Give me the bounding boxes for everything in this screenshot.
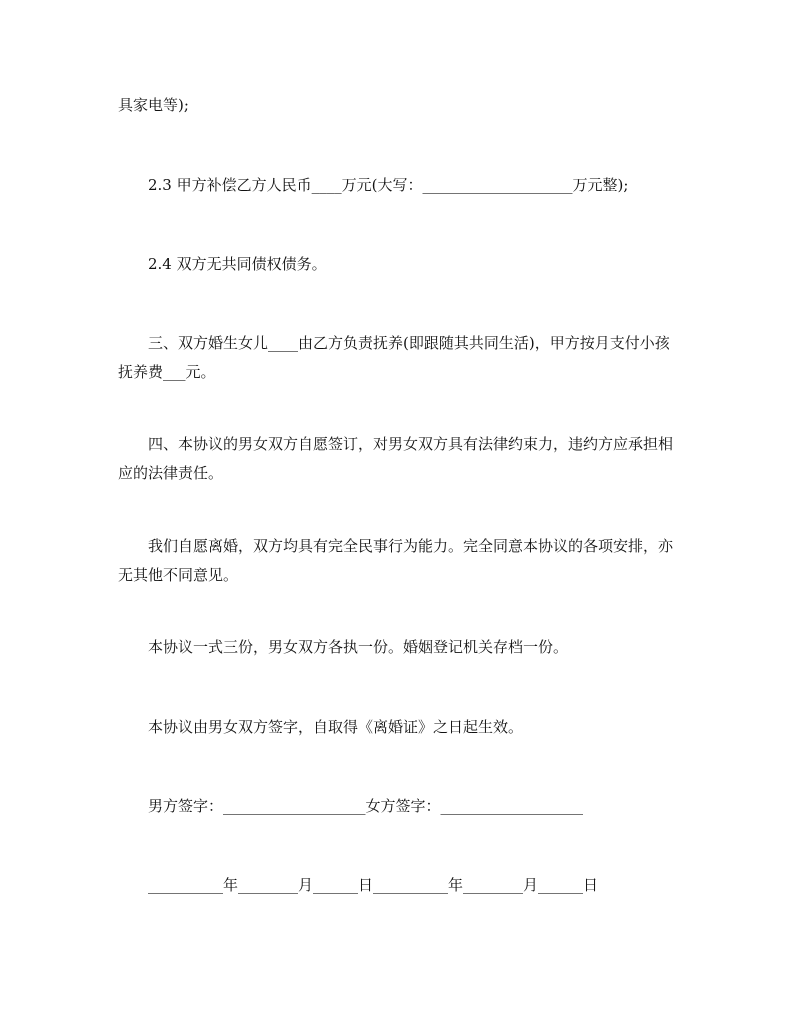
paragraph-copies: 本协议一式三份，男女双方各执一份。婚姻登记机关存档一份。 (148, 638, 569, 656)
paragraph-no-debts: 2.4 双方无共同债权债务。 (148, 255, 327, 273)
date-line: __________年________月______日__________年________月______日 (148, 876, 599, 894)
paragraph-child-custody: 三、双方婚生女儿____由乙方负责抚养(即跟随其共同生活)，甲方按月支付小孩抚养费___元。 (118, 334, 670, 381)
paragraph-compensation: 2.3 甲方补偿乙方人民币____万元(大写：____________________万元整); (148, 176, 629, 194)
paragraph-legal-binding: 四、本协议的男女双方自愿签订，对男女双方具有法律约束力，违约方应承担相应的法律责任。 (118, 435, 674, 482)
signature-line: 男方签字：___________________女方签字：___________________ (148, 797, 584, 815)
paragraph-furniture-end: 具家电等); (118, 96, 189, 114)
paragraph-effective: 本协议由男女双方签字，自取得《离婚证》之日起生效。 (148, 718, 524, 736)
paragraph-voluntary-divorce: 我们自愿离婚，双方均具有完全民事行为能力。完全同意本协议的各项安排，亦无其他不同意见。 (118, 537, 674, 584)
